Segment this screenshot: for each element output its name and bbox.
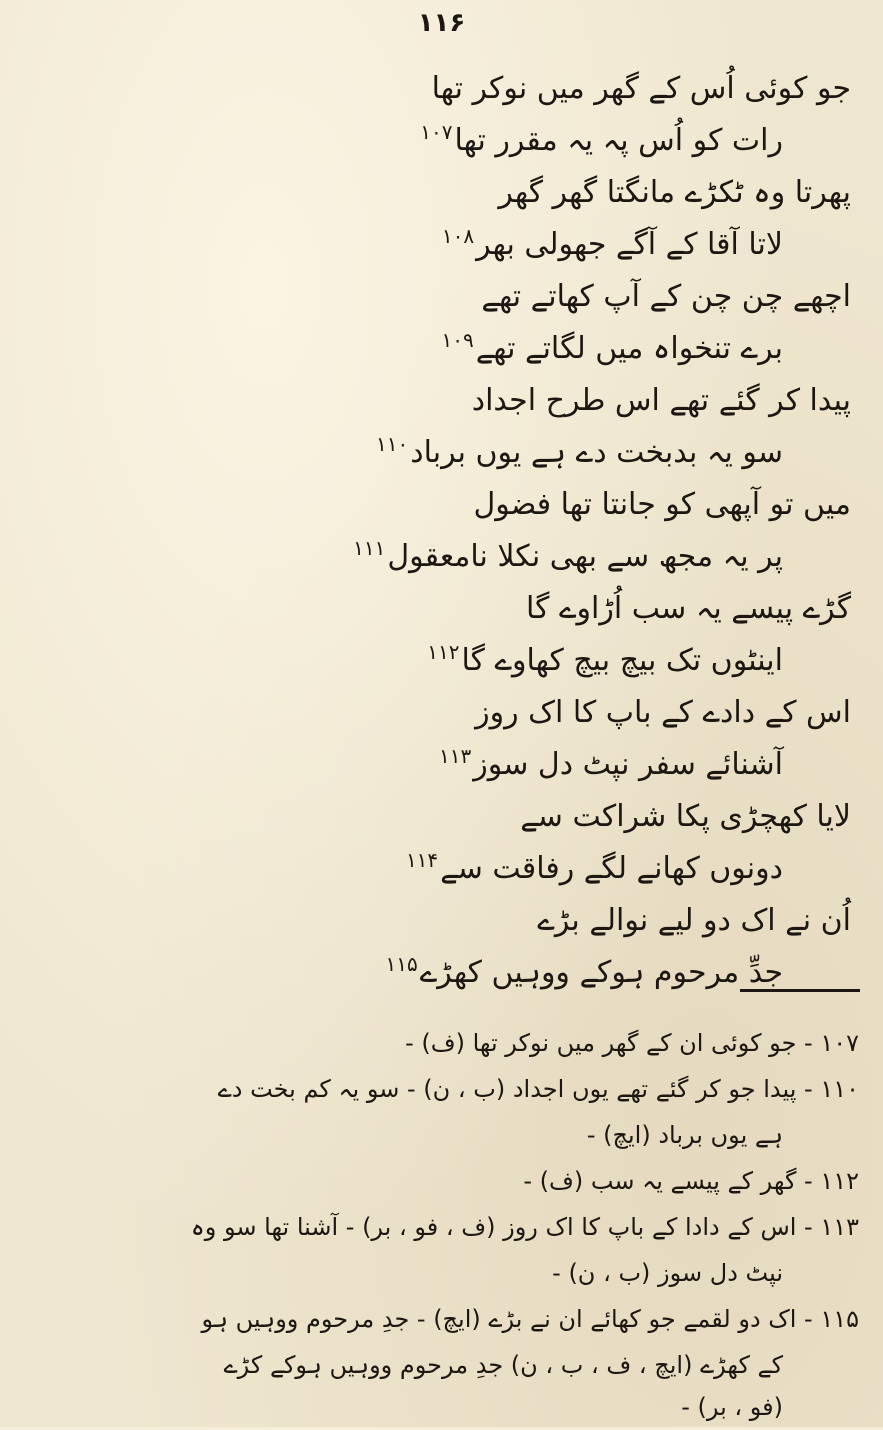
verse-line: سو یہ بدبخت دے ہے یوں برباد$^{۱۱۰}$ (375, 432, 783, 470)
footnote-line: ۱۱۰ - پیدا جو کر گئے تھے یوں اجداد (ب ، ن) - سو یہ کم بخت دے (217, 1075, 859, 1103)
verse-line: لاتا آقا کے آگے جھولی بھر$^{۱۰۸}$ (441, 224, 783, 262)
verse-line: اچھے چن چن کے آپ کھاتے تھے (481, 279, 851, 314)
verse-line: آشنائے سفر نپٹ دل سوز$^{۱۱۳}$ (439, 744, 783, 782)
footnote-line: ہے یوں برباد (ایچ) - (586, 1121, 783, 1149)
verse-line: لایا کھچڑی پکا شراکت سے (520, 799, 851, 834)
footnote-line: ۱۱۳ - اس کے دادا کے باپ کا اک روز (ف ، فو ، بر) - آشنا تھا سو وہ (190, 1213, 859, 1241)
verse-line: دونوں کھانے لگے رفاقت سے$^{۱۱۴}$ (405, 848, 783, 886)
verse-line: گڑے پیسے یہ سب اُڑاوے گا (525, 591, 851, 626)
footnote-line: (فو ، بر) - (681, 1393, 783, 1421)
verse-line: میں تو آپھی کو جانتا تھا فضول (473, 487, 851, 522)
page-number: ۱۱۶ (417, 8, 466, 38)
footnote-line: نپٹ دل سوز (ب ، ن) - (552, 1259, 783, 1287)
verse-line: اینٹوں تک بیچ بیچ کھاوے گا$^{۱۱۲}$ (427, 640, 783, 678)
footnote-line: ۱۱۲ - گھر کے پیسے یہ سب (ف) - (523, 1167, 859, 1195)
verse-line: جو کوئی اُس کے گھر میں نوکر تھا (431, 71, 851, 106)
verse-line: پر یہ مجھ سے بھی نکلا نامعقول$^{۱۱۱}$ (353, 536, 783, 574)
footnote-line: ۱۱۵ - اک دو لقمے جو کھائے ان نے بڑے (ایچ) - جدِ مرحوم ووہیں ہو (201, 1305, 859, 1333)
verse-line: پیدا کر گئے تھے اس طرح اجداد (471, 383, 851, 418)
verse-line: برے تنخواہ میں لگاتے تھے$^{۱۰۹}$ (441, 328, 783, 366)
verse-line: جدِّ مرحوم ہوکے ووہیں کھڑے$^{۱۱۵}$ (385, 952, 783, 990)
footnote-line: ۱۰۷ - جو کوئی ان کے گھر میں نوکر تھا (ف) - (405, 1029, 859, 1057)
footnote-divider (740, 989, 860, 992)
footnote-line: کے کھڑے (ایچ ، ف ، ب ، ن) جدِ مرحوم ووہیں ہوکے کڑے (223, 1351, 783, 1379)
verse-line: اُن نے اک دو لیے نوالے بڑے (537, 903, 851, 938)
verse-line: پھرتا وہ ٹکڑے مانگتا گھر گھر (498, 175, 851, 210)
verse-line: اس کے دادے کے باپ کا اک روز (475, 695, 851, 730)
verse-line: رات کو اُس پہ یہ مقرر تھا$^{۱۰۷}$ (420, 120, 783, 158)
